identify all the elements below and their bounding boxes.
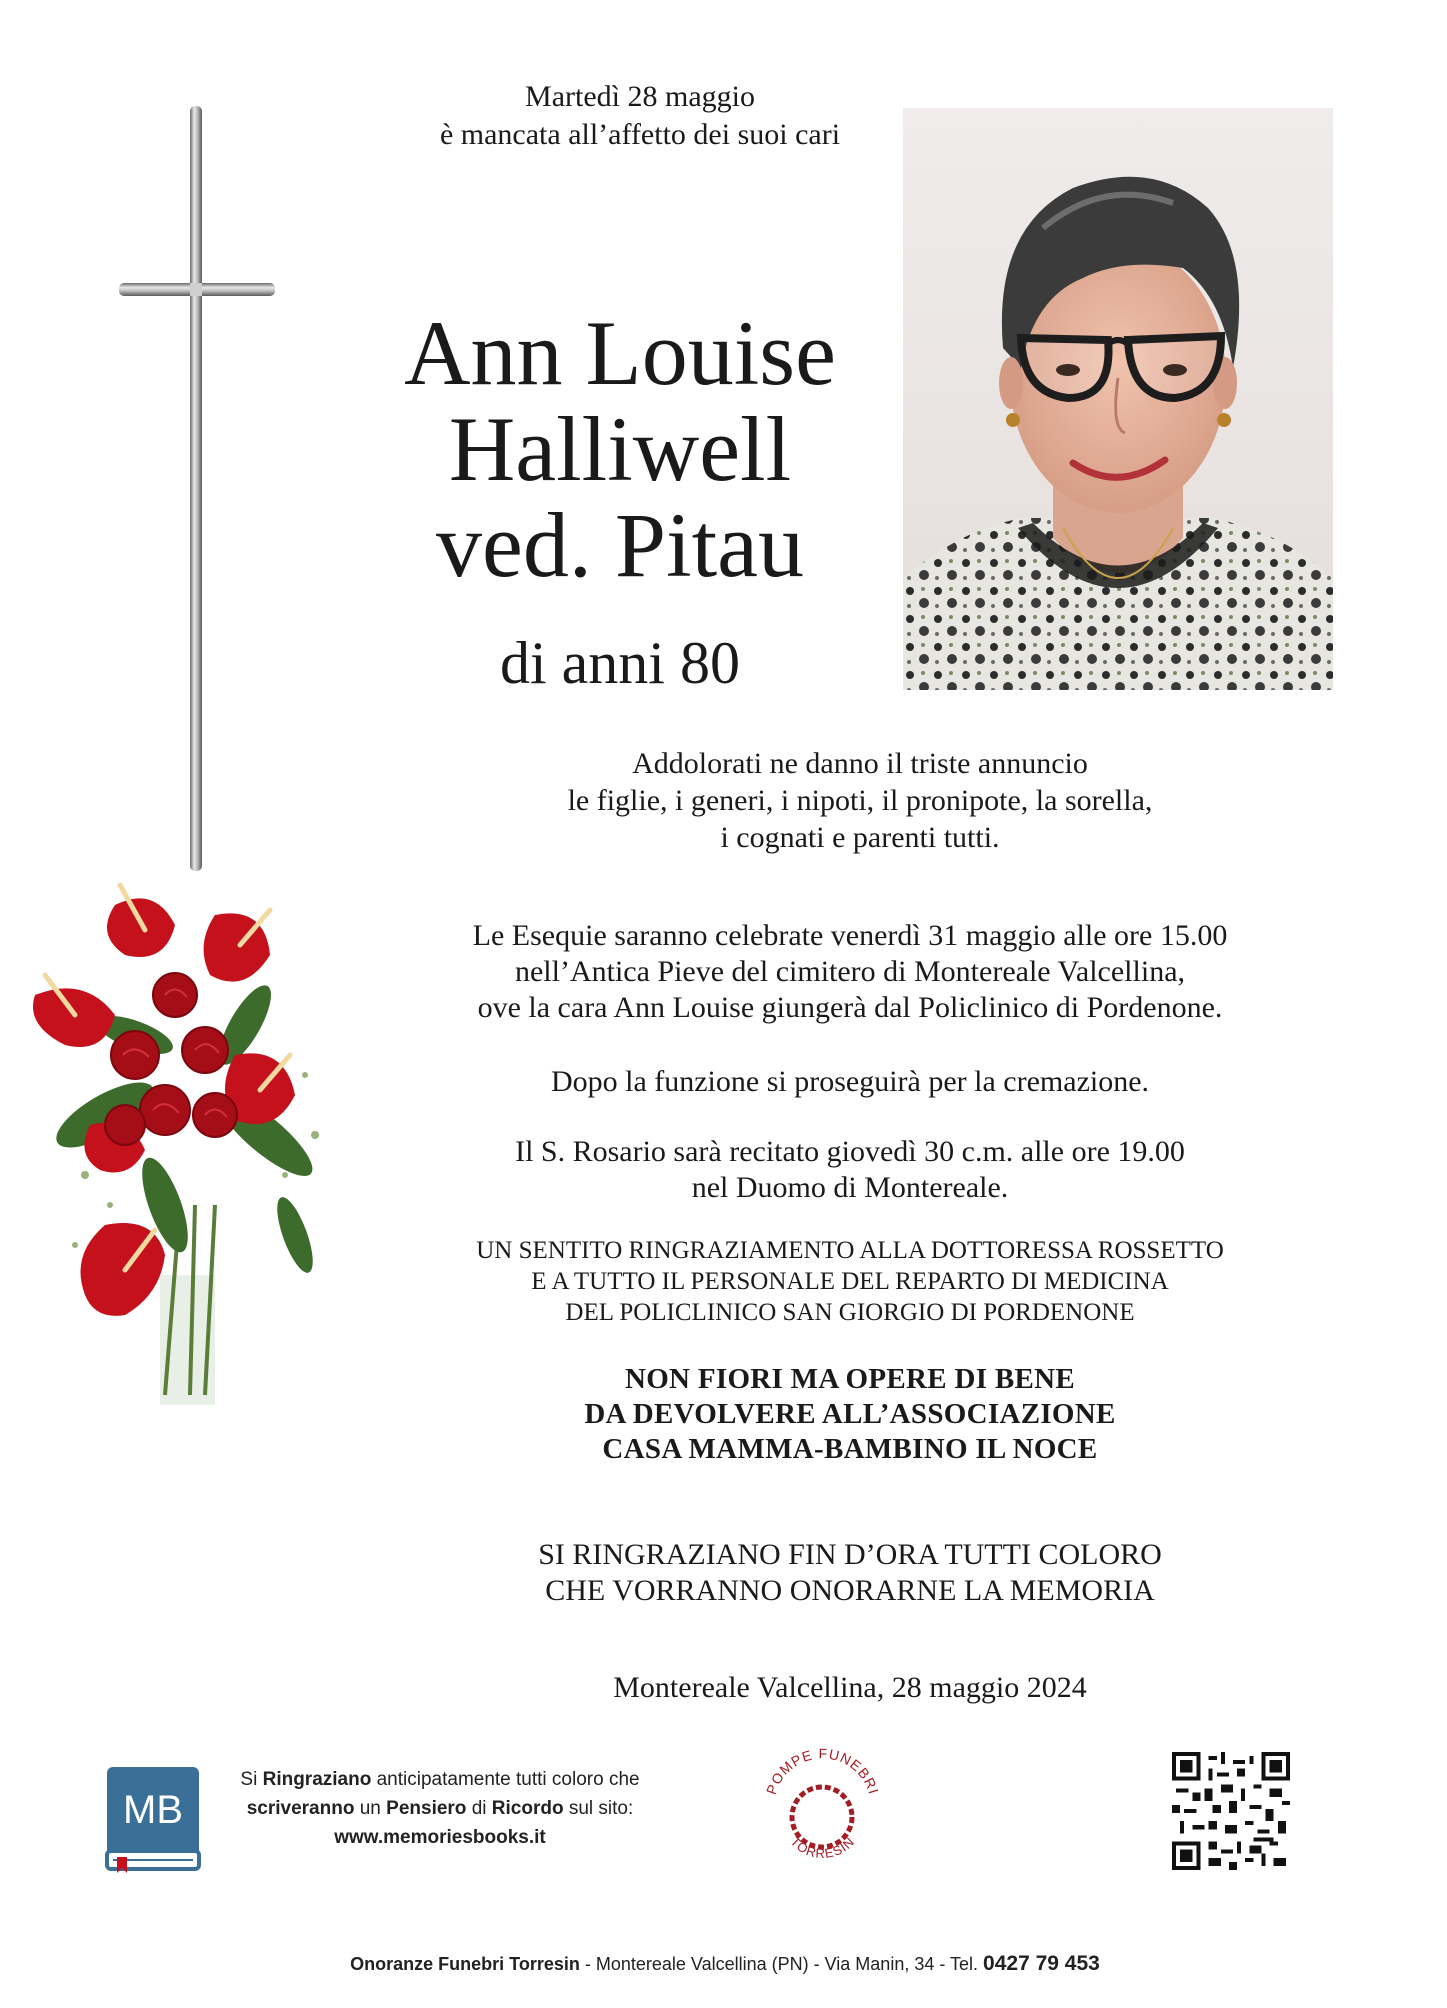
thanks-doctor-line-1: UN SENTITO RINGRAZIAMENTO ALLA DOTTORESSA ROSSETTO — [476, 1237, 1224, 1264]
death-date-line: Martedì 28 maggio — [525, 80, 755, 113]
place-date-line: Montereale Valcellina, 28 maggio 2024 — [613, 1671, 1087, 1704]
announcement-block — [440, 745, 1280, 856]
closing-line-2: CHE VORRANNO ONORARNE LA MEMORIA — [545, 1574, 1155, 1607]
mb-logo-text: MB — [123, 1788, 183, 1832]
footer-address: - Montereale Valcellina (PN) - Via Manin, 34 - Tel. — [579, 1954, 984, 1974]
no-flowers-line-3: CASA MAMMA-BAMBINO IL NOCE — [602, 1433, 1098, 1465]
closing-line-1: SI RINGRAZIANO FIN D’ORA TUTTI COLORO — [538, 1538, 1162, 1571]
footer-phone[interactable]: 0427 79 453 — [983, 1952, 1100, 1975]
after-service-note: Dopo la funzione si proseguirà per la cremazione. — [550, 1065, 1150, 1098]
rosary-line-2: nel Duomo di Montereale. — [691, 1171, 1009, 1204]
portrait-photo — [903, 108, 1333, 690]
rosary-details — [400, 1134, 1300, 1206]
svg-text:TORRESIN: TORRESIN — [787, 1833, 858, 1862]
funeral-details — [400, 918, 1300, 1026]
funeral-line-2: nell’Antica Pieve del cimitero di Montereale Valcellina, — [514, 955, 1186, 988]
announcement-line-2: le figlie, i generi, i nipoti, il pronipote, la sorella, — [567, 784, 1153, 817]
thanks-doctor-line-2: E A TUTTO IL PERSONALE DEL REPARTO DI MEDICINA — [531, 1268, 1169, 1295]
announcement-line-1: Addolorati ne danno il triste annuncio — [632, 747, 1088, 780]
cross-icon — [115, 100, 275, 875]
funeral-home-footer — [200, 1952, 1250, 1976]
footer-company: Onoranze Funebri Torresin — [350, 1954, 580, 1974]
name-line-1: Ann Louise — [404, 302, 836, 404]
flower-bouquet-icon — [15, 875, 345, 1410]
qr-code-icon[interactable] — [1172, 1752, 1290, 1870]
thanks-doctor-block — [380, 1235, 1320, 1328]
deceased-age: di anni 80 — [500, 630, 740, 696]
no-flowers-request — [420, 1362, 1280, 1467]
closing-thanks — [420, 1537, 1280, 1609]
no-flowers-line-2: DA DEVOLVERE ALL’ASSOCIAZIONE — [584, 1398, 1116, 1430]
name-line-2: Halliwell — [448, 398, 792, 500]
memories-line-1: Si Ringraziano anticipatamente tutti coloro che — [240, 1769, 640, 1790]
death-notice-line: è mancata all’affetto dei suoi cari — [439, 118, 841, 151]
no-flowers-line-1: NON FIORI MA OPERE DI BENE — [624, 1363, 1076, 1395]
book-logo-icon — [105, 1765, 203, 1875]
memories-line-2: scriveranno un Pensiero di Ricordo sul sito: — [246, 1798, 634, 1819]
funeral-home-seal — [760, 1735, 885, 1885]
funeral-line-3: ove la cara Ann Louise giungerà dal Policlinico di Pordenone. — [477, 991, 1223, 1024]
announcement-line-3: i cognati e parenti tutti. — [720, 821, 1000, 854]
rosary-line-1: Il S. Rosario sarà recitato giovedì 30 c.m. alle ore 19.00 — [515, 1135, 1185, 1168]
name-line-3: ved. Pitau — [436, 494, 804, 596]
memories-invite — [210, 1765, 670, 1852]
svg-text:POMPE FUNEBRI: POMPE FUNEBRI — [762, 1745, 883, 1797]
memories-site-link[interactable]: www.memoriesbooks.it — [334, 1827, 546, 1848]
death-date-intro — [380, 78, 900, 154]
thanks-doctor-line-3: DEL POLICLINICO SAN GIORGIO DI PORDENONE — [565, 1299, 1135, 1326]
deceased-name — [330, 302, 910, 596]
funeral-line-1: Le Esequie saranno celebrate venerdì 31 maggio alle ore 15.00 — [472, 919, 1228, 952]
